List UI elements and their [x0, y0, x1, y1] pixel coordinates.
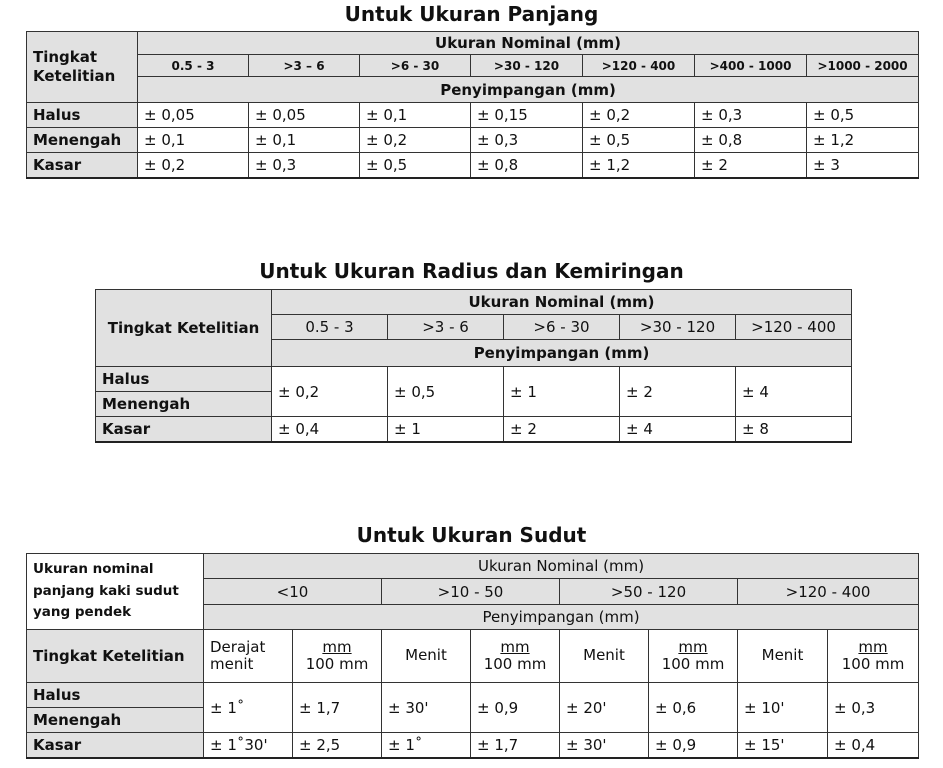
cell: ± 0,6: [649, 683, 738, 733]
cell: ± 0,05: [138, 103, 249, 128]
row-label: Kasar: [27, 733, 204, 758]
cell: ± 1: [388, 417, 504, 442]
unit-mm-fraction: [828, 630, 919, 683]
cell: ± 0,15: [471, 103, 583, 128]
unit-mm-fraction: [471, 630, 560, 683]
table-row: [96, 417, 852, 442]
cell: ± 2: [504, 417, 620, 442]
cell: ± 1˚30': [204, 733, 293, 758]
unit-num: mm: [322, 638, 352, 657]
table3-range-header: <10: [204, 579, 382, 605]
row-label: Halus: [27, 683, 204, 708]
cell: ± 30': [382, 683, 471, 733]
cell: ± 0,5: [388, 367, 504, 417]
cell: ± 1˚: [204, 683, 293, 733]
table2-col-header: >6 - 30: [504, 315, 620, 340]
unit-num: mm: [678, 638, 708, 657]
table3-sub-header: Penyimpangan (mm): [204, 605, 919, 630]
row-label: Kasar: [27, 153, 138, 178]
cell: ± 0,2: [272, 367, 388, 417]
table1-col-header: >400 - 1000: [695, 55, 807, 77]
table2-title: Untuk Ukuran Radius dan Kemiringan: [259, 259, 684, 283]
table2-col-header: >120 - 400: [736, 315, 852, 340]
cell: ± 0,8: [471, 153, 583, 178]
cell: ± 4: [620, 417, 736, 442]
table3-range-header: >10 - 50: [382, 579, 560, 605]
table3-range-header: >50 - 120: [560, 579, 738, 605]
unit-derajat-menit: Derajat menit: [204, 630, 293, 683]
unit-den: 100 mm: [305, 654, 369, 673]
cell: ± 1,7: [293, 683, 382, 733]
cell: ± 0,05: [249, 103, 360, 128]
table-row: [27, 733, 919, 758]
cell: ± 2,5: [293, 733, 382, 758]
table2-col-header: >3 - 6: [388, 315, 504, 340]
unit-num: mm: [500, 638, 530, 657]
table2-col-header: 0.5 - 3: [272, 315, 388, 340]
table2: [95, 289, 852, 443]
table1-col-header: >30 - 120: [471, 55, 583, 77]
table3-title: Untuk Ukuran Sudut: [356, 523, 587, 547]
unit-den: 100 mm: [841, 654, 905, 673]
table1: [26, 31, 919, 179]
cell: ± 0,2: [360, 128, 471, 153]
cell: ± 10': [738, 683, 828, 733]
cell: ± 0,4: [272, 417, 388, 442]
cell: ± 8: [736, 417, 852, 442]
table1-col-header: >6 - 30: [360, 55, 471, 77]
unit-den: 100 mm: [483, 654, 547, 673]
table3-corner-header: Ukuran nominal panjang kaki sudut yang pendek: [27, 554, 204, 630]
unit-den: 100 mm: [661, 654, 725, 673]
cell: ± 0,3: [695, 103, 807, 128]
cell: ± 0,9: [471, 683, 560, 733]
cell: ± 0,8: [695, 128, 807, 153]
cell: ± 1,7: [471, 733, 560, 758]
row-label: Kasar: [96, 417, 272, 442]
cell: ± 0,3: [249, 153, 360, 178]
cell: ± 1,2: [583, 153, 695, 178]
table-row: [27, 153, 919, 178]
cell: ± 2: [695, 153, 807, 178]
cell: ± 0,2: [583, 103, 695, 128]
cell: ± 0,5: [807, 103, 919, 128]
cell: ± 1˚: [382, 733, 471, 758]
table1-col-header: >120 - 400: [583, 55, 695, 77]
table3: [26, 553, 919, 759]
cell: ± 0,9: [649, 733, 738, 758]
row-label: Halus: [27, 103, 138, 128]
cell: ± 20': [560, 683, 649, 733]
table3-range-header: >120 - 400: [738, 579, 919, 605]
table-row: [27, 103, 919, 128]
cell: ± 0,3: [828, 683, 919, 733]
cell: ± 15': [738, 733, 828, 758]
unit-menit: Menit: [560, 630, 649, 683]
unit-mm-fraction: [293, 630, 382, 683]
cell: ± 1,2: [807, 128, 919, 153]
cell: ± 30': [560, 733, 649, 758]
table-row: [27, 683, 919, 708]
cell: ± 0,5: [360, 153, 471, 178]
table2-row-header: Tingkat Ketelitian: [96, 290, 272, 367]
table2-col-header: >30 - 120: [620, 315, 736, 340]
table1-sub-header: Penyimpangan (mm): [138, 77, 919, 103]
cell: ± 0,4: [828, 733, 919, 758]
unit-menit: Menit: [382, 630, 471, 683]
table2-group-header: Ukuran Nominal (mm): [272, 290, 852, 315]
table1-col-header: 0.5 - 3: [138, 55, 249, 77]
cell: ± 3: [807, 153, 919, 178]
cell: ± 4: [736, 367, 852, 417]
table3-group-header: Ukuran Nominal (mm): [204, 554, 919, 579]
table-row: [96, 367, 852, 392]
cell: ± 0,1: [360, 103, 471, 128]
unit-mm-fraction: [649, 630, 738, 683]
cell: ± 2: [620, 367, 736, 417]
row-label: Menengah: [27, 128, 138, 153]
table1-row-header: Tingkat Ketelitian: [27, 32, 138, 103]
cell: ± 0,1: [249, 128, 360, 153]
cell: ± 0,2: [138, 153, 249, 178]
unit-menit: Menit: [738, 630, 828, 683]
unit-num: mm: [858, 638, 888, 657]
cell: ± 0,3: [471, 128, 583, 153]
row-label: Menengah: [27, 708, 204, 733]
table1-col-header: >3 – 6: [249, 55, 360, 77]
cell: ± 0,5: [583, 128, 695, 153]
table3-row-header: Tingkat Ketelitian: [27, 630, 204, 683]
cell: ± 1: [504, 367, 620, 417]
row-label: Menengah: [96, 392, 272, 417]
table-row: [27, 128, 919, 153]
row-label: Halus: [96, 367, 272, 392]
cell: ± 0,1: [138, 128, 249, 153]
table1-group-header: Ukuran Nominal (mm): [138, 32, 919, 55]
table1-title: Untuk Ukuran Panjang: [344, 2, 599, 26]
table2-sub-header: Penyimpangan (mm): [272, 340, 852, 367]
table1-col-header: >1000 - 2000: [807, 55, 919, 77]
